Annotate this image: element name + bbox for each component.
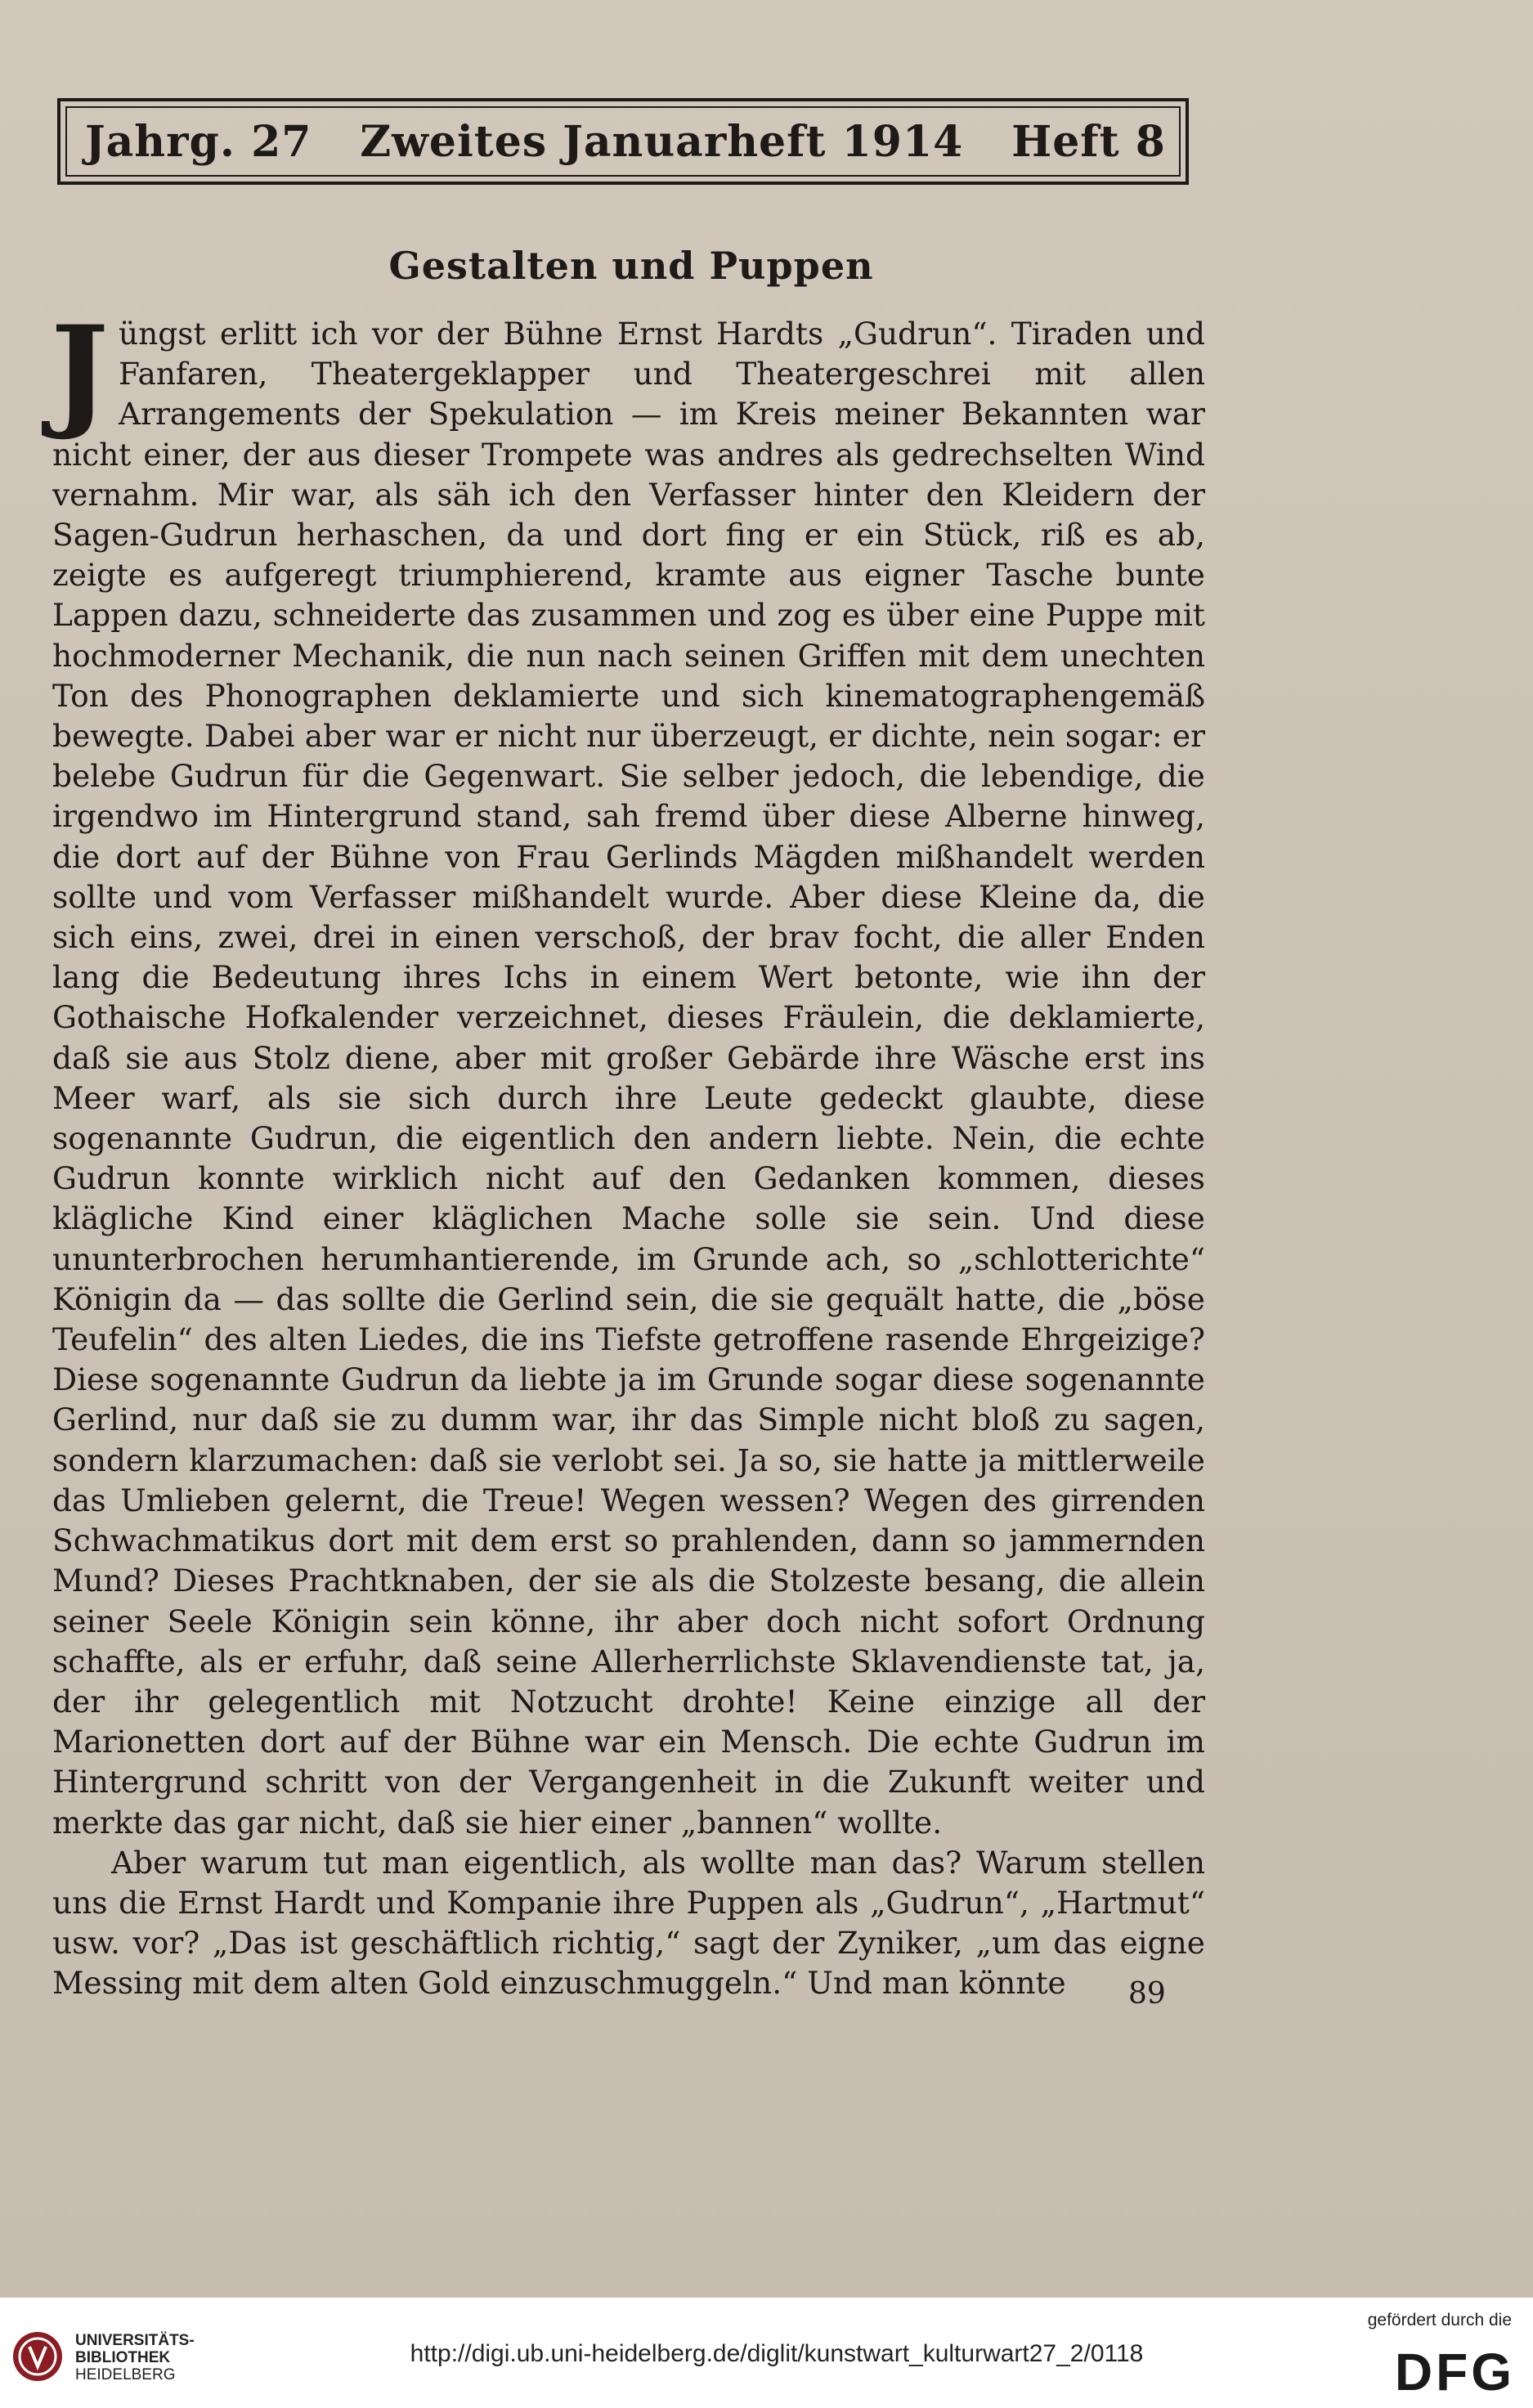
footer-bar	[0, 2298, 1533, 2408]
dfg-logo: DFG	[1394, 2343, 1515, 2401]
header-issue-number: Heft 8	[1011, 116, 1166, 167]
header-volume: Jahrg. 27	[85, 116, 312, 167]
paragraph-1	[51, 299, 1205, 1843]
source-url-link[interactable]: http://digi.ub.uni-heidelberg.de/diglit/kunstwart_kulturwart27_2/0118	[410, 2340, 1144, 2367]
library-name-line1: UNIVERSITÄTS-	[75, 2332, 195, 2349]
header-issue-title: Zweites Januarheft 1914	[360, 116, 964, 167]
library-name	[75, 2332, 195, 2383]
page-number: 89	[1128, 1977, 1166, 2011]
drop-cap: J	[51, 299, 109, 443]
running-header	[57, 98, 1189, 185]
library-name-line3: HEIDELBERG	[75, 2366, 176, 2383]
article-title: Gestalten und Puppen	[388, 244, 874, 288]
article-body	[51, 299, 1205, 2004]
paragraph-1-text: üngst erlitt ich vor der Bühne Ernst Hardts „Gudrun“. Tiraden und Fanfaren, Theatergeklapper und Theatergeschrei mit allen Arrangements der Spekulation — im Kreis meiner Bekannten war nicht einer, der aus dieser Trompete was andres als gedrechselten Wind vernahm. Mir war, als säh ich den Verfasser hinter den Kleidern der Sagen-Gudrun herhaschen, da und dort fing er ein Stück, riß es ab, zeigte es aufgeregt triumphierend, kramte aus eigner Tasche bunte Lappen dazu, schneiderte das zusammen und zog es über eine Puppe mit hochmoderner Mechanik, die nun nach seinen Griffen mit dem unechten Ton des Phonographen deklamierte und sich kinematographengemäß bewegte. Dabei aber war er nicht nur überzeugt, er dichte, nein sogar: er belebe Gudrun für die Gegenwart. Sie selber jedoch, die lebendige, die irgendwo im Hintergrund stand, sah fremd über diese Alberne hinweg, die dort auf der Bühne von Frau Gerlinds Mägden mißhandelt werden sollte und vom Verfasser mißhandelt wurde. Aber diese Kleine da, die sich eins, zwei, drei in einen verschoß, der brav focht, die aller Enden lang die Bedeutung ihres Ichs in einem Wert betonte, wie ihn der Gothaische Hofkalender verzeichnet, dieses Fräulein, die deklamierte, daß sie aus Stolz diene, aber mit großer Gebärde ihre Wäsche erst ins Meer warf, als sie sich durch ihre Leute gedeckt glaubte, diese sogenannte Gudrun, die eigentlich den andern liebte. Nein, die echte Gudrun konnte wirklich nicht auf den Gedanken kommen, dieses klägliche Kind einer kläglichen Mache solle sie sein. Und diese ununterbrochen herumhantierende, im Grunde ach, so „schlotterichte“ Königin da — das sollte die Gerlind sein, die sie gequält hatte, die „böse Teufelin“ des alten Liedes, die ins Tiefste getroffene rasende Ehrgeizige? Diese sogenannte Gudrun da liebte ja im Grunde sogar diese sogenannte Gerlind, nur daß sie zu dumm war, ihr das Simple nicht bloß zu sagen, sondern klarzumachen: daß sie verlobt sei. Ja so, sie hatte ja mittlerweile das Umlieben gelernt, die Treue! Wegen wessen? Wegen des girrenden Schwachmatikus dort mit dem erst so prahlenden, dann so jammernden Mund? Dieses Prachtknaben, der sie als die Stolzeste besang, die allein seiner Seele Königin sein könne, ihr aber doch nicht sofort Ordnung schaffte, als er erfuhr, daß seine Allerherrlichste Sklavendienste tat, ja, der ihr gelegentlich mit Notzucht drohte! Keine einzige all der Marionetten dort auf der Bühne war ein Mensch. Die echte Gudrun im Hintergrund schritt von der Vergangenheit in die Zukunft weiter und merkte das gar nicht, daß sie hier einer „bannen“ wollte.	[52, 316, 1205, 1841]
paragraph-2: Aber warum tut man eigentlich, als wollte man das? Warum stellen uns die Ernst Hardt und Kompanie ihre Puppen als „Gudrun“, „Hartmut“ usw. vor? „Das ist geschäftlich richtig,“ sagt der Zyniker, „um das eigne Messing mit dem alten Gold einzuschmuggeln.“ Und man könnte	[52, 1844, 1205, 2002]
funded-by-label: gefördert durch die	[1367, 2311, 1512, 2330]
university-seal-icon	[11, 2330, 64, 2383]
library-name-line2: BIBLIOTHEK	[75, 2349, 171, 2366]
